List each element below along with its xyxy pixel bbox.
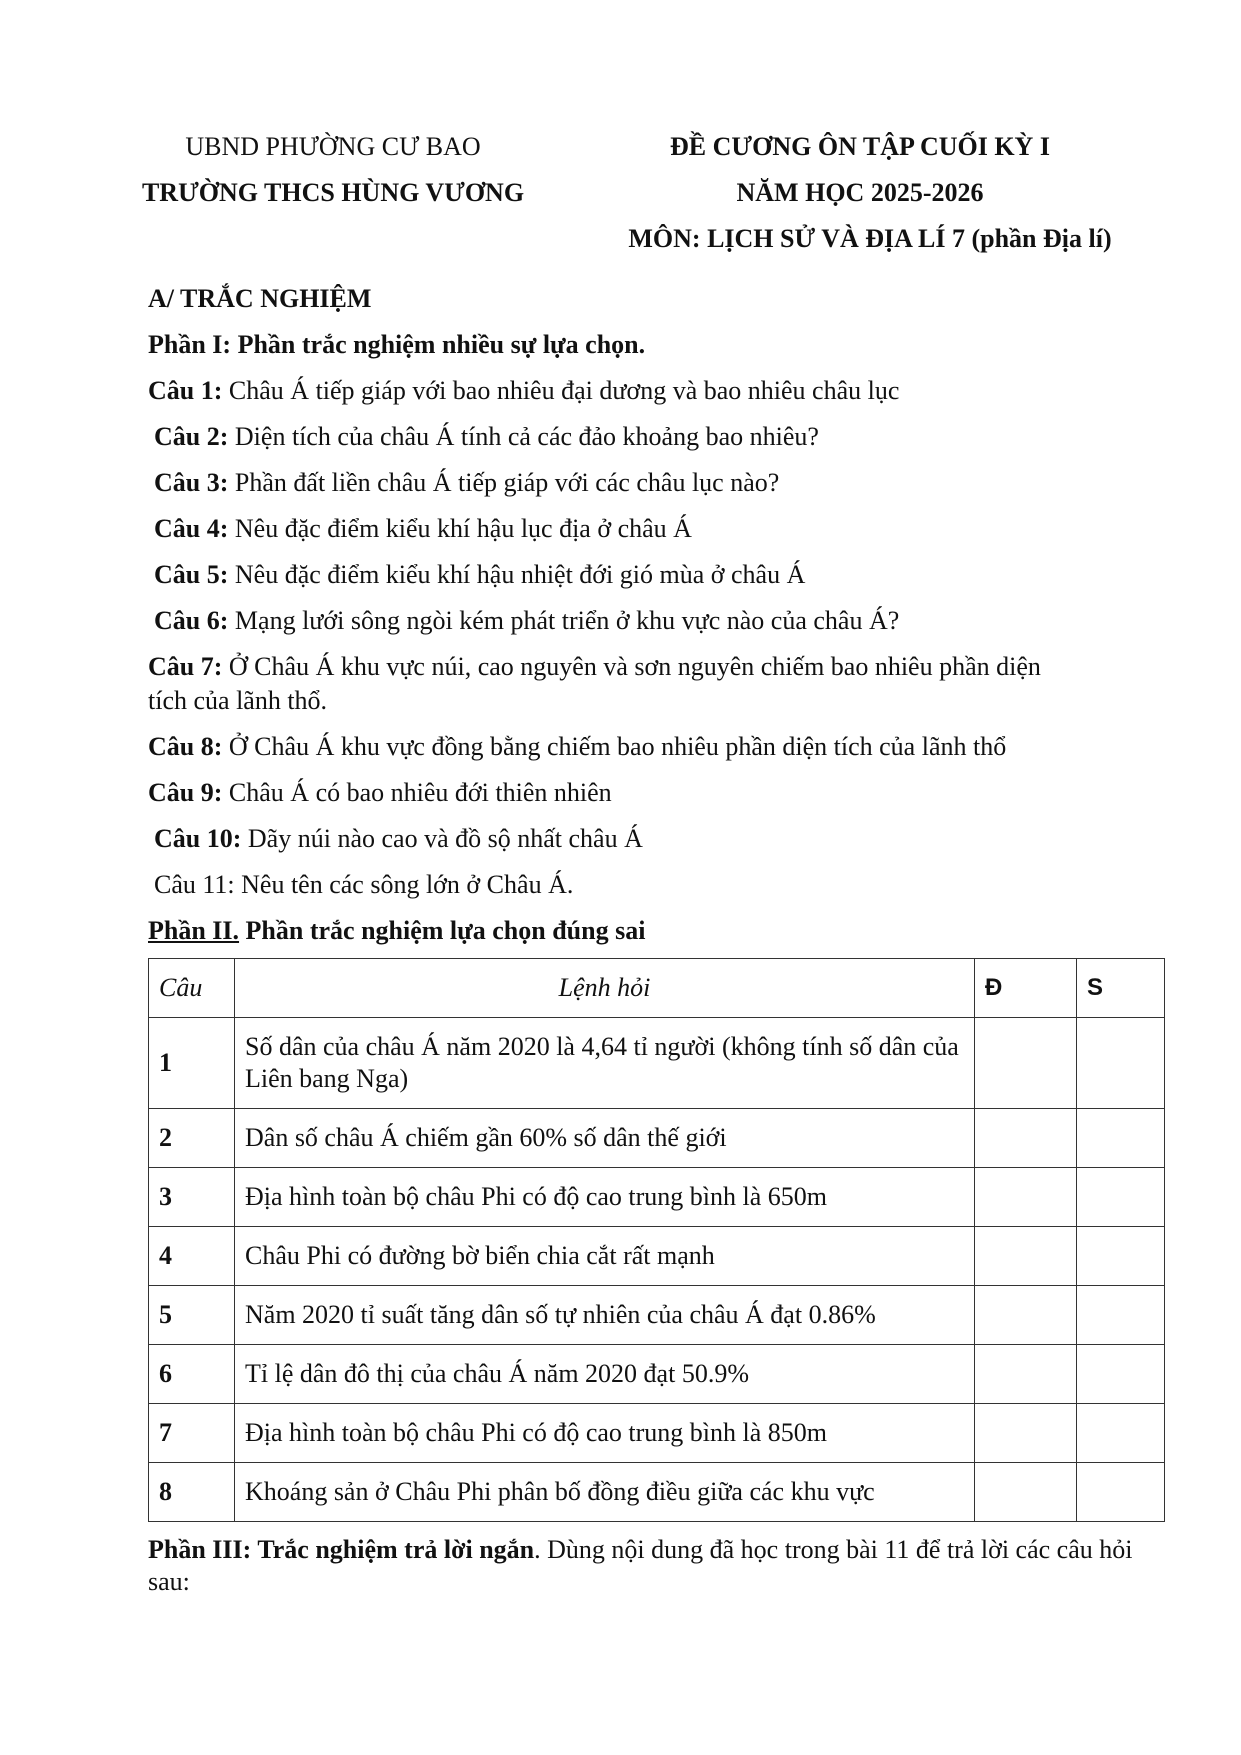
question-label: Câu 1: <box>148 376 223 405</box>
question-text: Nêu đặc điểm kiểu khí hậu nhiệt đới gió mùa ở châu Á <box>228 560 806 589</box>
answer-cell-sai[interactable] <box>1077 1286 1165 1345</box>
table-row <box>149 1227 1165 1286</box>
header-school-year: NĂM HỌC 2025-2026 <box>736 178 984 207</box>
answer-cell-sai[interactable] <box>1077 1109 1165 1168</box>
part3-paragraph <box>148 1534 1164 1598</box>
part2-title-underlined: Phần II. <box>148 916 240 945</box>
question-8 <box>148 731 1006 763</box>
row-statement: Địa hình toàn bộ châu Phi có độ cao trung bình là 650m <box>235 1168 975 1227</box>
question-6 <box>154 605 899 637</box>
question-text: Châu Á có bao nhiêu đới thiên nhiên <box>222 778 612 807</box>
answer-cell-dung[interactable] <box>975 1227 1077 1286</box>
question-10 <box>154 823 643 855</box>
question-3 <box>154 467 779 499</box>
question-label: Câu 3: <box>154 468 229 497</box>
table-row <box>149 1018 1165 1109</box>
question-text: Diện tích của châu Á tính cả các đảo khoảng bao nhiêu? <box>228 422 819 451</box>
part2-title <box>148 915 645 947</box>
header-dung: Đ <box>975 959 1077 1018</box>
row-statement: Địa hình toàn bộ châu Phi có độ cao trung bình là 850m <box>235 1404 975 1463</box>
question-label: Câu 10: <box>154 824 242 853</box>
header-doc-title: ĐỀ CƯƠNG ÔN TẬP CUỐI KỲ I <box>670 132 1050 161</box>
row-number: 2 <box>149 1109 235 1168</box>
header-school: TRƯỜNG THCS HÙNG VƯƠNG <box>141 178 525 207</box>
header-subject: MÔN: LỊCH SỬ VÀ ĐỊA LÍ 7 (phần Địa lí) <box>628 224 1112 253</box>
answer-cell-dung[interactable] <box>975 1018 1077 1109</box>
answer-cell-dung[interactable] <box>975 1404 1077 1463</box>
row-number: 7 <box>149 1404 235 1463</box>
row-statement: Khoáng sản ở Châu Phi phân bố đồng điều giữa các khu vực <box>235 1463 975 1522</box>
question-1 <box>148 375 899 407</box>
question-9 <box>148 777 612 809</box>
part3-text: . Dùng nội dung đã học trong bài 11 để trả lời các câu hỏi sau: <box>148 1535 1133 1596</box>
question-text: Mạng lưới sông ngòi kém phát triển ở khu vực nào của châu Á? <box>228 606 900 635</box>
header-lenh-hoi: Lệnh hỏi <box>235 959 975 1018</box>
answer-cell-sai[interactable] <box>1077 1227 1165 1286</box>
part2-title-rest: Phần trắc nghiệm lựa chọn đúng sai <box>239 916 646 945</box>
question-11: Câu 11: Nêu tên các sông lớn ở Châu Á. <box>154 870 574 899</box>
answer-cell-dung[interactable] <box>975 1463 1077 1522</box>
question-label: Câu 5: <box>154 560 229 589</box>
question-text: Dãy núi nào cao và đồ sộ nhất châu Á <box>241 824 643 853</box>
question-text: Phần đất liền châu Á tiếp giáp với các châu lục nào? <box>228 468 780 497</box>
question-label: Câu 6: <box>154 606 229 635</box>
table-row <box>149 1463 1165 1522</box>
question-text: Châu Á tiếp giáp với bao nhiêu đại dương và bao nhiêu châu lục <box>222 376 900 405</box>
header-sai: S <box>1077 959 1165 1018</box>
table-row <box>149 1109 1165 1168</box>
question-text: Ở Châu Á khu vực núi, cao nguyên và sơn nguyên chiếm bao nhiêu phần diện <box>222 652 1041 681</box>
question-label: Câu 7: <box>148 652 223 681</box>
row-statement: Châu Phi có đường bờ biển chia cắt rất mạnh <box>235 1227 975 1286</box>
question-7 <box>148 651 1041 683</box>
row-number: 6 <box>149 1345 235 1404</box>
table-row <box>149 1404 1165 1463</box>
question-label: Câu 4: <box>154 514 229 543</box>
part3-title: Phần III: Trắc nghiệm trả lời ngắn <box>148 1535 535 1564</box>
question-label: Câu 2: <box>154 422 229 451</box>
answer-cell-sai[interactable] <box>1077 1463 1165 1522</box>
row-statement: Số dân của châu Á năm 2020 là 4,64 tỉ người (không tính số dân của Liên bang Nga) <box>235 1018 975 1109</box>
answer-cell-sai[interactable] <box>1077 1345 1165 1404</box>
question-text: Ở Châu Á khu vực đồng bằng chiếm bao nhiêu phần diện tích của lãnh thổ <box>222 732 1007 761</box>
answer-cell-sai[interactable] <box>1077 1404 1165 1463</box>
row-number: 1 <box>149 1018 235 1109</box>
row-statement: Dân số châu Á chiếm gần 60% số dân thế giới <box>235 1109 975 1168</box>
question-label: Câu 9: <box>148 778 223 807</box>
row-statement: Năm 2020 tỉ suất tăng dân số tự nhiên của châu Á đạt 0.86% <box>235 1286 975 1345</box>
table-header-row <box>149 959 1165 1018</box>
row-number: 5 <box>149 1286 235 1345</box>
header-district: UBND PHƯỜNG CƯ BAO <box>185 132 481 161</box>
section-a-title: A/ TRẮC NGHIỆM <box>148 284 372 313</box>
answer-cell-dung[interactable] <box>975 1345 1077 1404</box>
part1-title: Phần I: Phần trắc nghiệm nhiều sự lựa chọn. <box>148 330 646 359</box>
true-false-table <box>148 958 1165 1522</box>
row-statement: Tỉ lệ dân đô thị của châu Á năm 2020 đạt 50.9% <box>235 1345 975 1404</box>
row-number: 4 <box>149 1227 235 1286</box>
header-cau: Câu <box>149 959 235 1018</box>
question-4 <box>154 513 692 545</box>
answer-cell-dung[interactable] <box>975 1109 1077 1168</box>
table-row <box>149 1286 1165 1345</box>
answer-cell-sai[interactable] <box>1077 1018 1165 1109</box>
table-row <box>149 1345 1165 1404</box>
question-label: Câu 8: <box>148 732 223 761</box>
row-number: 8 <box>149 1463 235 1522</box>
question-7-continued: tích của lãnh thổ. <box>148 686 328 715</box>
answer-cell-sai[interactable] <box>1077 1168 1165 1227</box>
row-number: 3 <box>149 1168 235 1227</box>
question-5 <box>154 559 805 591</box>
question-text: Nêu đặc điểm kiểu khí hậu lục địa ở châu Á <box>228 514 692 543</box>
table-row <box>149 1168 1165 1227</box>
answer-cell-dung[interactable] <box>975 1168 1077 1227</box>
question-2 <box>154 421 819 453</box>
answer-cell-dung[interactable] <box>975 1286 1077 1345</box>
